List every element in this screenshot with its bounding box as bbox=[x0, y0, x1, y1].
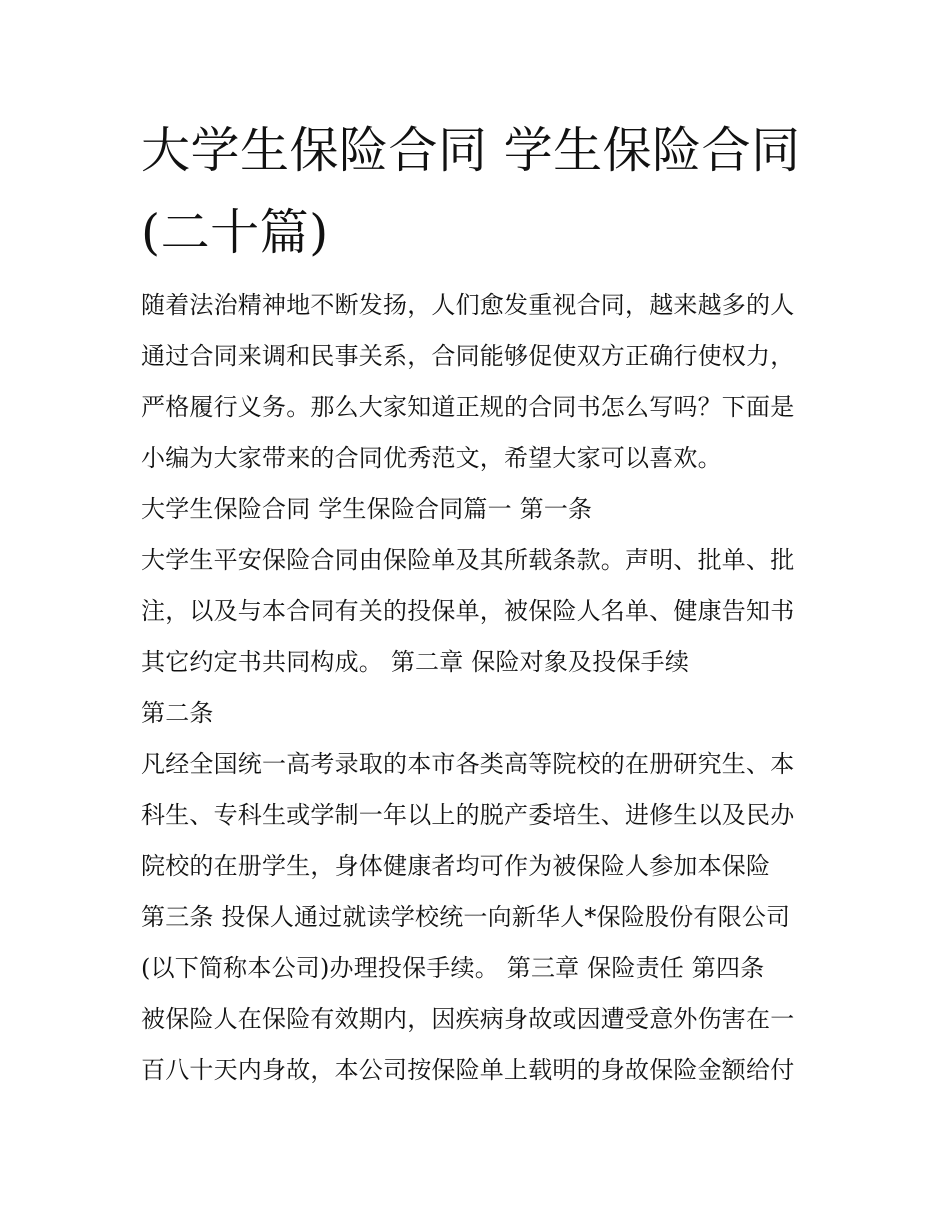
body-line: 通过合同来调和民事关系，合同能够促使双方正确行使权力， bbox=[141, 342, 795, 370]
body-line: 注，以及与本合同有关的投保单，被保险人名单、健康告知书 bbox=[141, 597, 795, 625]
title-line-1: 大学生保险合同 学生保险合同 bbox=[141, 122, 801, 179]
document-title bbox=[141, 110, 813, 274]
body-line: 第三条 投保人通过就读学校统一向新华人*保险股份有限公司 bbox=[141, 903, 791, 931]
title-line-2: (二十篇) bbox=[141, 204, 329, 261]
document-page bbox=[141, 110, 813, 1096]
body-line: 凡经全国统一高考录取的本市各类高等院校的在册研究生、本 bbox=[141, 750, 795, 778]
article-heading: 第二条 bbox=[141, 699, 214, 727]
body-line: 大学生平安保险合同由保险单及其所载条款。声明、批单、批 bbox=[141, 546, 795, 574]
body-line: (以下简称本公司)办理投保手续。 第三章 保险责任 第四条 bbox=[141, 954, 765, 982]
body-line: 被保险人在保险有效期内，因疾病身故或因遭受意外伤害在一 bbox=[141, 1005, 795, 1033]
body-line: 百八十天内身故，本公司按保险单上载明的身故保险金额给付 bbox=[141, 1056, 795, 1084]
body-line: 院校的在册学生，身体健康者均可作为被保险人参加本保险 bbox=[141, 852, 771, 880]
section-heading: 大学生保险合同 学生保险合同篇一 第一条 bbox=[141, 495, 593, 523]
body-line: 其它约定书共同构成。 第二章 保险对象及投保手续 bbox=[141, 648, 690, 676]
document-body bbox=[141, 280, 813, 1096]
body-line: 随着法治精神地不断发扬，人们愈发重视合同，越来越多的人 bbox=[141, 291, 795, 319]
body-line: 小编为大家带来的合同优秀范文，希望大家可以喜欢。 bbox=[141, 444, 722, 472]
body-line: 严格履行义务。那么大家知道正规的合同书怎么写吗？下面是 bbox=[141, 393, 795, 421]
body-line: 科生、专科生或学制一年以上的脱产委培生、进修生以及民办 bbox=[141, 801, 795, 829]
